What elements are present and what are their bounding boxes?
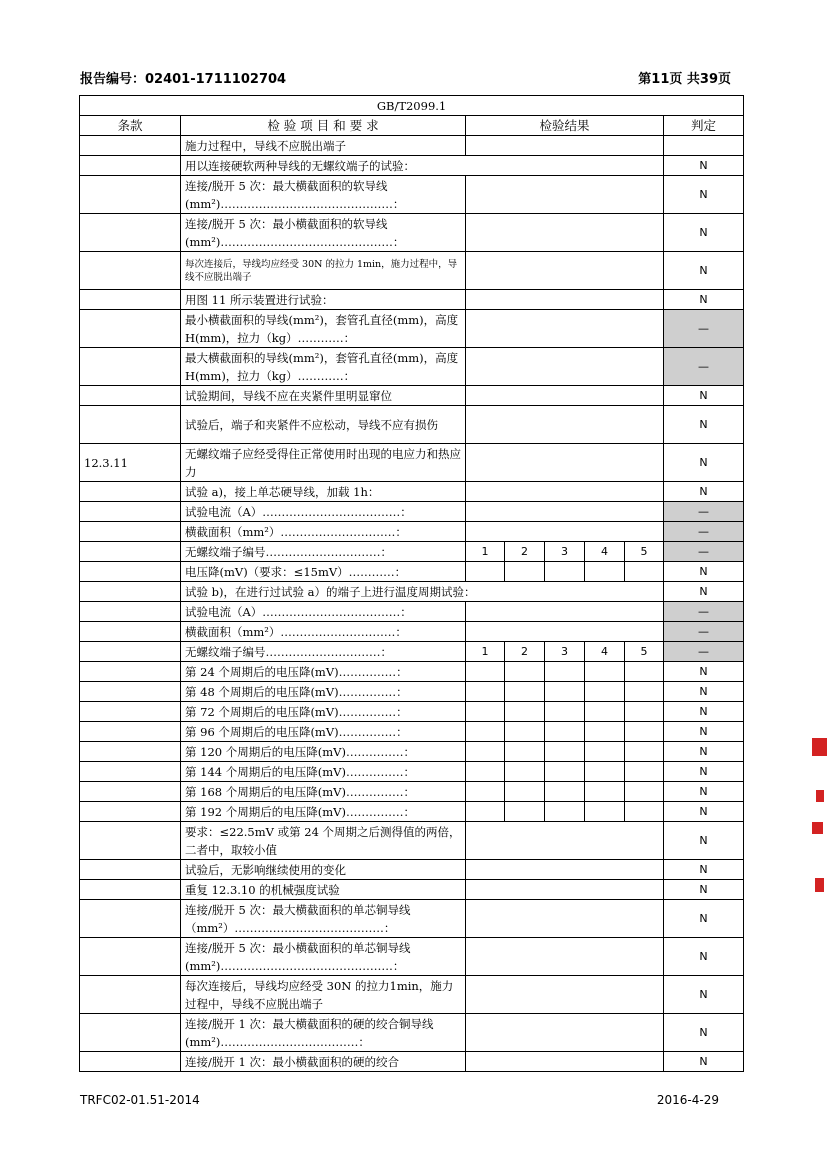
clause-cell [80, 406, 181, 444]
verdict-cell: N [664, 1052, 744, 1072]
item-cell: 连接/脱开 1 次：最小横截面积的硬的绞合 [181, 1052, 466, 1072]
verdict-cell: — [664, 642, 744, 662]
clause-cell [80, 742, 181, 762]
table-row [80, 642, 744, 662]
result-cell [505, 742, 545, 762]
col-header-verdict: 判定 [664, 116, 744, 136]
item-cell: 重复 12.3.10 的机械强度试验 [181, 880, 466, 900]
clause-cell [80, 156, 181, 176]
clause-cell [80, 880, 181, 900]
result-cell [625, 762, 664, 782]
seal-fragment [812, 822, 823, 834]
result-cell [466, 176, 664, 214]
result-cell [585, 802, 625, 822]
result-cell [545, 762, 585, 782]
item-cell: 连接/脱开 1 次：最大横截面积的硬的绞合铜导线(mm²)………………………………： [181, 1014, 466, 1052]
item-cell: 第 120 个周期后的电压降(mV)……………： [181, 742, 466, 762]
table-row [80, 602, 744, 622]
verdict-cell: N [664, 900, 744, 938]
result-cell [466, 386, 664, 406]
result-cell [466, 802, 505, 822]
clause-cell [80, 562, 181, 582]
clause-cell [80, 348, 181, 386]
verdict-cell: N [664, 582, 744, 602]
result-cell [466, 502, 664, 522]
standard-code: GB/T2099.1 [80, 96, 744, 116]
verdict-cell: N [664, 252, 744, 290]
seal-fragment [816, 790, 824, 802]
result-cell [505, 662, 545, 682]
item-cell: 横截面积（mm²）…………………………： [181, 522, 466, 542]
item-cell: 连接/脱开 5 次：最小横截面积的软导线(mm²)………………………………………： [181, 214, 466, 252]
result-cell [466, 622, 664, 642]
item-cell: 施力过程中，导线不应脱出端子 [181, 136, 466, 156]
item-cell: 无螺纹端子应经受得住正常使用时出现的电应力和热应力 [181, 444, 466, 482]
item-cell: 最大横截面积的导线(mm²)，套管孔直径(mm)，高度 H(mm)，拉力（kg）…………： [181, 348, 466, 386]
item-cell: 第 24 个周期后的电压降(mV)……………： [181, 662, 466, 682]
verdict-cell: — [664, 622, 744, 642]
result-cell [625, 682, 664, 702]
report-number: 报告编号：02401-1711102704 [80, 72, 287, 87]
table-row [80, 176, 744, 214]
item-cell: 试验电流（A）………………………………： [181, 502, 466, 522]
table-row [80, 900, 744, 938]
verdict-cell: — [664, 542, 744, 562]
clause-cell [80, 136, 181, 156]
result-cell [466, 252, 664, 290]
table-row [80, 938, 744, 976]
item-cell: 连接/脱开 5 次：最小横截面积的单芯铜导线(mm²)………………………………………： [181, 938, 466, 976]
item-cell: 无螺纹端子编号…………………………： [181, 542, 466, 562]
result-cell [466, 900, 664, 938]
result-cell [466, 782, 505, 802]
clause-cell [80, 976, 181, 1014]
result-cell [466, 406, 664, 444]
clause-cell [80, 938, 181, 976]
clause-cell [80, 722, 181, 742]
table-row [80, 582, 744, 602]
verdict-cell: N [664, 976, 744, 1014]
table-row [80, 386, 744, 406]
clause-cell [80, 900, 181, 938]
table-row [80, 562, 744, 582]
table-row [80, 310, 744, 348]
result-cell [505, 562, 545, 582]
table-row [80, 1052, 744, 1072]
clause-cell [80, 762, 181, 782]
seal-fragment [812, 738, 827, 756]
result-cell [625, 702, 664, 722]
table-row [80, 214, 744, 252]
result-cell [466, 522, 664, 542]
result-cell [545, 702, 585, 722]
result-cell [585, 562, 625, 582]
result-cell [505, 722, 545, 742]
item-cell: 要求：≤22.5mV 或第 24 个周期之后测得值的两倍，二者中，取较小值 [181, 822, 466, 860]
result-cell [466, 742, 505, 762]
clause-cell [80, 502, 181, 522]
col-header-item: 检 验 项 目 和 要 求 [181, 116, 466, 136]
clause-cell [80, 782, 181, 802]
verdict-cell: N [664, 938, 744, 976]
result-cell [466, 310, 664, 348]
verdict-cell: N [664, 290, 744, 310]
table-row [80, 502, 744, 522]
result-cell [545, 742, 585, 762]
result-cell [466, 482, 664, 502]
result-cell [466, 662, 505, 682]
result-cell [466, 682, 505, 702]
clause-cell [80, 802, 181, 822]
item-cell: 无螺纹端子编号…………………………： [181, 642, 466, 662]
item-cell: 试验 b)，在进行过试验 a）的端子上进行温度周期试验： [181, 582, 664, 602]
item-cell: 第 192 个周期后的电压降(mV)……………： [181, 802, 466, 822]
item-cell: 每次连接后，导线均应经受 30N 的拉力1min，施力过程中，导线不应脱出端子 [181, 976, 466, 1014]
item-cell: 试验电流（A）………………………………： [181, 602, 466, 622]
verdict-cell: N [664, 742, 744, 762]
verdict-cell: N [664, 702, 744, 722]
verdict-cell [664, 136, 744, 156]
result-cell [585, 762, 625, 782]
clause-cell: 12.3.11 [80, 444, 181, 482]
table-row [80, 1014, 744, 1052]
item-cell: 用图 11 所示装置进行试验： [181, 290, 466, 310]
table-row [80, 782, 744, 802]
table-row [80, 682, 744, 702]
terminal-number-cell: 3 [545, 642, 585, 662]
result-cell [466, 1052, 664, 1072]
result-cell [625, 562, 664, 582]
table-row [80, 662, 744, 682]
result-cell [505, 802, 545, 822]
verdict-cell: N [664, 782, 744, 802]
verdict-cell: — [664, 348, 744, 386]
terminal-number-cell: 1 [466, 642, 505, 662]
terminal-number-cell: 4 [585, 642, 625, 662]
result-cell [545, 722, 585, 742]
result-cell [625, 722, 664, 742]
table-row [80, 482, 744, 502]
terminal-number-cell: 3 [545, 542, 585, 562]
table-row [80, 976, 744, 1014]
result-cell [466, 938, 664, 976]
result-cell [545, 562, 585, 582]
result-cell [545, 802, 585, 822]
item-cell: 横截面积（mm²）…………………………： [181, 622, 466, 642]
result-cell [545, 682, 585, 702]
clause-cell [80, 522, 181, 542]
clause-cell [80, 290, 181, 310]
result-cell [466, 702, 505, 722]
table-row [80, 702, 744, 722]
result-cell [585, 742, 625, 762]
item-cell: 第 96 个周期后的电压降(mV)……………： [181, 722, 466, 742]
table-row [80, 860, 744, 880]
result-cell [466, 562, 505, 582]
table-row [80, 542, 744, 562]
result-cell [466, 722, 505, 742]
item-cell: 用以连接硬软两种导线的无螺纹端子的试验： [181, 156, 664, 176]
result-cell [545, 662, 585, 682]
terminal-number-cell: 2 [505, 542, 545, 562]
result-cell [466, 1014, 664, 1052]
table-row [80, 406, 744, 444]
clause-cell [80, 386, 181, 406]
clause-cell [80, 602, 181, 622]
result-cell [505, 702, 545, 722]
item-cell: 第 168 个周期后的电压降(mV)……………： [181, 782, 466, 802]
clause-cell [80, 582, 181, 602]
clause-cell [80, 310, 181, 348]
result-cell [625, 802, 664, 822]
verdict-cell: N [664, 176, 744, 214]
item-cell: 第 144 个周期后的电压降(mV)……………： [181, 762, 466, 782]
verdict-cell: — [664, 522, 744, 542]
terminal-number-cell: 4 [585, 542, 625, 562]
table-row [80, 722, 744, 742]
clause-cell [80, 622, 181, 642]
clause-cell [80, 482, 181, 502]
clause-cell [80, 642, 181, 662]
verdict-cell: N [664, 880, 744, 900]
result-cell [505, 682, 545, 702]
terminal-number-cell: 1 [466, 542, 505, 562]
verdict-cell: N [664, 860, 744, 880]
result-cell [466, 214, 664, 252]
item-cell: 试验后，无影响继续使用的变化 [181, 860, 466, 880]
table-row [80, 136, 744, 156]
page-number: 第11页 共39页 [638, 72, 731, 87]
item-cell: 试验期间，导线不应在夹紧件里明显窜位 [181, 386, 466, 406]
verdict-cell: N [664, 662, 744, 682]
table-row [80, 880, 744, 900]
clause-cell [80, 1014, 181, 1052]
table-row [80, 822, 744, 860]
col-header-result: 检验结果 [466, 116, 664, 136]
result-cell [545, 782, 585, 802]
clause-cell [80, 1052, 181, 1072]
clause-cell [80, 860, 181, 880]
clause-cell [80, 822, 181, 860]
clause-cell [80, 542, 181, 562]
result-cell [585, 722, 625, 742]
verdict-cell: N [664, 682, 744, 702]
verdict-cell: N [664, 406, 744, 444]
verdict-cell: N [664, 482, 744, 502]
inspection-table [79, 95, 744, 1072]
result-cell [585, 782, 625, 802]
result-cell [466, 444, 664, 482]
result-cell [466, 290, 664, 310]
verdict-cell: N [664, 214, 744, 252]
result-cell [466, 822, 664, 860]
clause-cell [80, 682, 181, 702]
verdict-cell: N [664, 562, 744, 582]
result-cell [625, 662, 664, 682]
col-header-clause: 条款 [80, 116, 181, 136]
verdict-cell: N [664, 444, 744, 482]
verdict-cell: — [664, 502, 744, 522]
result-cell [585, 682, 625, 702]
item-cell: 试验 a)，接上单芯硬导线，加载 1h： [181, 482, 466, 502]
result-cell [466, 348, 664, 386]
result-cell [466, 860, 664, 880]
table-row [80, 742, 744, 762]
result-cell [585, 702, 625, 722]
item-cell: 连接/脱开 5 次：最大横截面积的软导线(mm²)………………………………………： [181, 176, 466, 214]
table-row [80, 622, 744, 642]
seal-fragment [815, 878, 824, 892]
verdict-cell: — [664, 602, 744, 622]
clause-cell [80, 214, 181, 252]
verdict-cell: N [664, 762, 744, 782]
item-cell: 第 72 个周期后的电压降(mV)……………： [181, 702, 466, 722]
verdict-cell: N [664, 386, 744, 406]
item-cell: 连接/脱开 5 次：最大横截面积的单芯铜导线（mm²）…………………………………： [181, 900, 466, 938]
verdict-cell: N [664, 802, 744, 822]
table-row [80, 348, 744, 386]
clause-cell [80, 702, 181, 722]
terminal-number-cell: 2 [505, 642, 545, 662]
item-cell: 最小横截面积的导线(mm²)，套管孔直径(mm)，高度 H(mm)，拉力（kg）…………： [181, 310, 466, 348]
result-cell [466, 880, 664, 900]
verdict-cell: N [664, 1014, 744, 1052]
table-row [80, 252, 744, 290]
verdict-cell: N [664, 156, 744, 176]
result-cell [505, 762, 545, 782]
table-row [80, 444, 744, 482]
verdict-cell: — [664, 310, 744, 348]
verdict-cell: N [664, 822, 744, 860]
terminal-number-cell: 5 [625, 542, 664, 562]
form-number: TRFC02-01.51-2014 [80, 1093, 200, 1107]
verdict-cell: N [664, 722, 744, 742]
item-cell: 第 48 个周期后的电压降(mV)……………： [181, 682, 466, 702]
item-cell: 试验后，端子和夹紧件不应松动，导线不应有损伤 [181, 406, 466, 444]
table-row [80, 522, 744, 542]
result-cell [466, 602, 664, 622]
result-cell [585, 662, 625, 682]
table-row [80, 762, 744, 782]
table-row [80, 290, 744, 310]
result-cell [625, 742, 664, 762]
result-cell [466, 762, 505, 782]
item-cell: 每次连接后，导线均应经受 30N 的拉力 1min，施力过程中，导线不应脱出端子 [181, 252, 466, 290]
terminal-number-cell: 5 [625, 642, 664, 662]
table-row [80, 156, 744, 176]
result-cell [505, 782, 545, 802]
clause-cell [80, 662, 181, 682]
table-row [80, 802, 744, 822]
clause-cell [80, 176, 181, 214]
clause-cell [80, 252, 181, 290]
result-cell [625, 782, 664, 802]
item-cell: 电压降(mV)（要求：≤15mV）…………： [181, 562, 466, 582]
footer-date: 2016-4-29 [656, 1093, 719, 1107]
result-cell [466, 976, 664, 1014]
result-cell [466, 136, 664, 156]
